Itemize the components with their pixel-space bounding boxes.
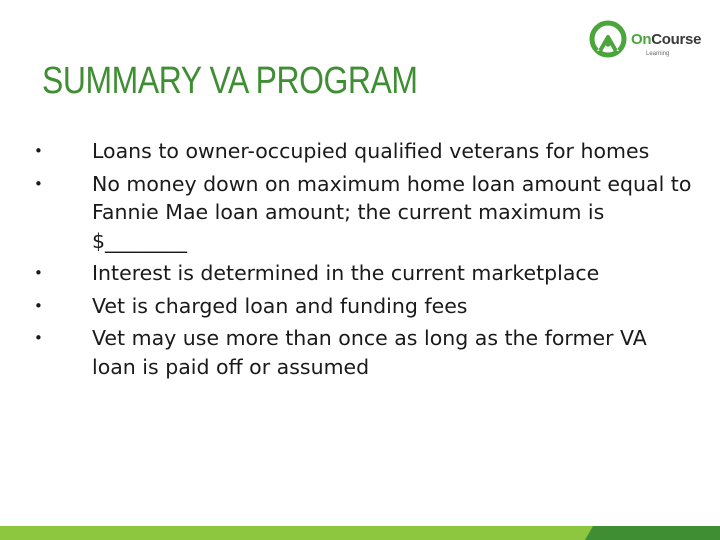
bullet-text: Vet may use more than once as long as the former VA loan is paid off or assumed [92,326,647,379]
bullet-text: Interest is determined in the current marketplace [92,261,600,285]
logo-name: OnCourse [631,31,702,48]
bullet-text: Loans to owner-occupied qualified veterans for homes [92,139,650,163]
slide-title: SUMMARY VA PROGRAM [42,60,418,102]
oncourse-logo [588,18,700,70]
footer-bar-dark [585,526,720,540]
bullet-item [0,292,692,321]
bullet-text: Vet is charged loan and funding fees [92,293,468,318]
bullet-icon: • [34,264,43,282]
bullet-icon: • [34,296,43,315]
bullet-item [0,259,692,288]
bullet-list [0,137,720,385]
footer-bar [0,526,720,540]
bullet-item [0,137,692,166]
bullet-item [0,170,692,256]
logo-subtitle: Learning [646,51,670,57]
bullet-text: No money down on maximum home loan amount equal to Fannie Mae loan amount; the current maximum is $________ [92,171,692,253]
oncourse-logo-icon [588,18,636,66]
bullet-item [0,324,692,381]
bullet-icon: • [34,174,43,193]
bullet-icon: • [34,142,43,160]
bullet-icon: • [34,329,43,347]
